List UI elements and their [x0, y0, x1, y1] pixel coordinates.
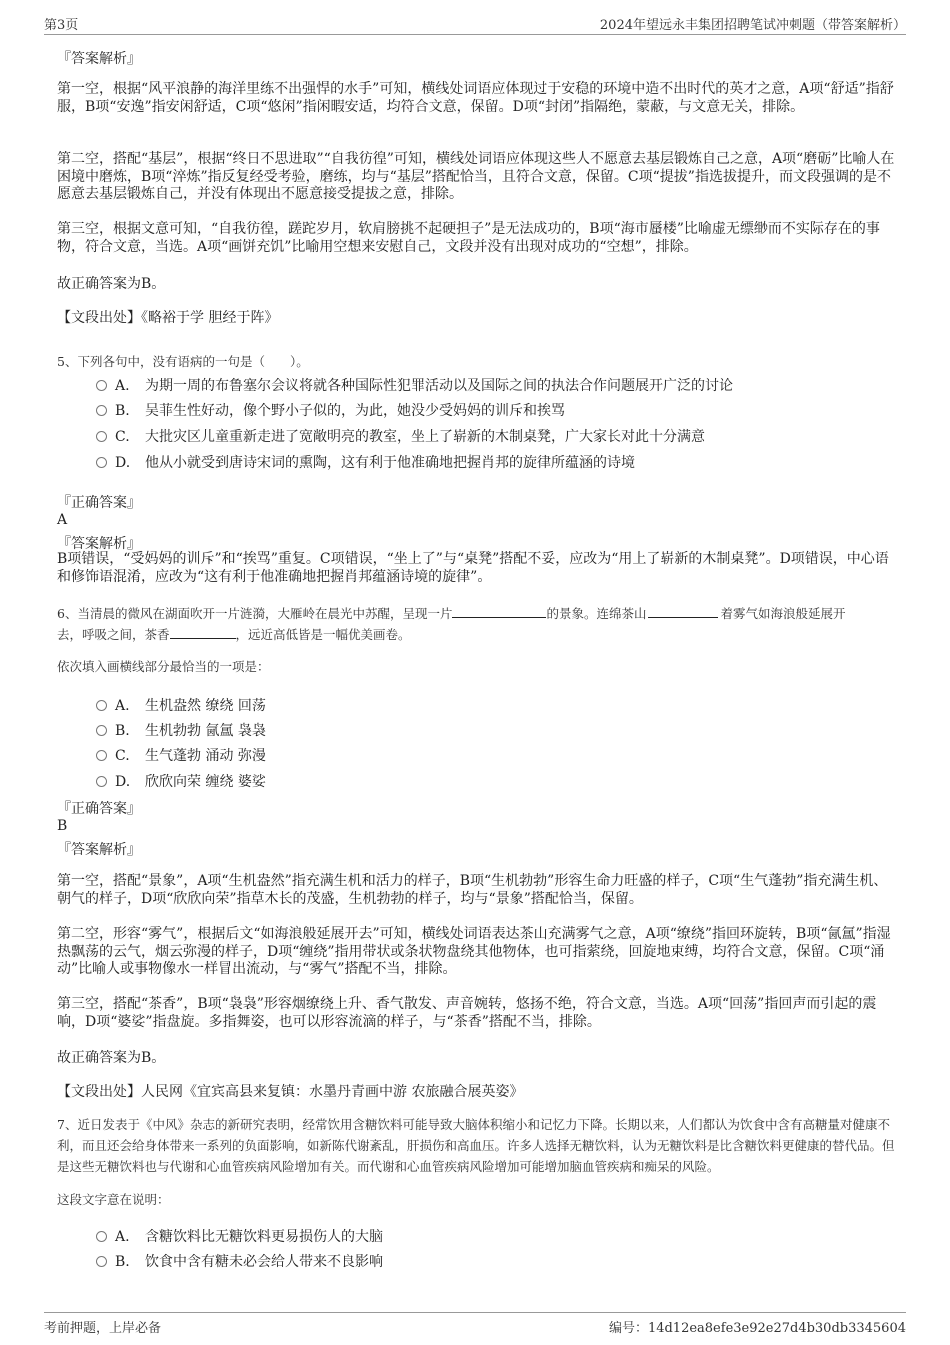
q6-stem: 6、当清晨的微风在湖面吹开一片涟漪，大雁岭在晨光中苏醒，呈现一片 的景象。连绵茶山 着雾气如海浪般延展开 去，呼吸之间，茶香 ，远近高低皆是一幅优美画卷。 [57, 606, 846, 642]
page-footer [44, 1312, 906, 1336]
q6-option-b[interactable]: B. 生机勃勃 氤氲 袅袅 [96, 720, 266, 738]
q7-stem: 7、近日发表于《中风》杂志的新研究表明，经常饮用含糖饮料可能导致大脑体积缩小和记忆力下降。长期以来，人们都认为饮食中含有高糖量对健康不利，而且还会给身体带来一系列的负面影响，如新陈代谢紊乱，肝损伤和高血压。许多人选择无糖饮料，认为无糖饮料是比含糖饮料更健康的替代品。但是这些无糖饮料也与代谢和心血管疾病风险增加有关。而代谢和心血管疾病风险增加可能增加脑血管疾病和痴呆的风险。 [57, 1117, 895, 1174]
q5-stem: 5、下列各句中，没有语病的一句是（ ）。 [57, 354, 309, 369]
q6-answer: B [57, 818, 68, 834]
blank-1 [452, 605, 546, 618]
q6-option-d[interactable]: D. 欣欣向荣 缠绕 婆娑 [96, 771, 266, 789]
footer-slogan: 考前押题，上岸必备 [44, 1321, 162, 1336]
blank-3 [170, 626, 236, 639]
q6-option-c[interactable]: C. 生气蓬勃 涌动 弥漫 [96, 745, 266, 763]
q6-prompt: 依次填入画横线部分最恰当的一项是： [57, 659, 270, 674]
radio-icon[interactable] [96, 380, 107, 391]
q6-source: 【文段出处】人民网《宜宾高县来复镇：水墨丹青画中游 农旅融合展英姿》 [57, 1084, 524, 1100]
blank-2 [648, 605, 718, 618]
q4-analysis-p3: 第三空，根据文意可知，“自我彷徨，蹉跎岁月，软肩膀挑不起硬担子”是无法成功的，B项“海市蜃楼”比喻虚无缥缈而不实际存在的事物，符合文意，当选。A项“画饼充饥”比喻用空想来安慰自己，文段并没有出现对成功的“空想”，排除。 [57, 221, 880, 255]
radio-icon[interactable] [96, 700, 107, 711]
q5-analysis: B项错误，“受妈妈的训斥”和“挨骂”重复。C项错误，“坐上了”与“桌凳”搭配不妥，应改为“用上了崭新的木制桌凳”。D项错误，中心语和修饰语混淆，应改为“这有利于他准确地把握肖邦蕴涵诗境的旋律”。 [57, 551, 889, 585]
q6-conclusion: 故正确答案为B。 [57, 1050, 166, 1066]
radio-icon[interactable] [96, 457, 107, 468]
q6-analysis-p1: 第一空，搭配“景象”，A项“生机盎然”指充满生机和活力的样子，B项“生机勃勃”形容生命力旺盛的样子，C项“生气蓬勃”指充满生机、朝气的样子，D项“欣欣向荣”指草木长的茂盛，生机勃勃的样子，均与“景象”搭配恰当，保留。 [57, 873, 888, 907]
q4-source: 【文段出处】《略裕于学 胆经于阵》 [57, 310, 279, 326]
q6-option-a[interactable]: A. 生机盎然 缭绕 回荡 [96, 695, 266, 713]
radio-icon[interactable] [96, 405, 107, 416]
q7-prompt: 这段文字意在说明： [57, 1192, 170, 1207]
radio-icon[interactable] [96, 1256, 107, 1267]
q5-answer-label: 『正确答案』 [57, 495, 141, 511]
radio-icon[interactable] [96, 725, 107, 736]
document-id: 编号：14d12ea8efe3e92e27d4b30db3345604 [608, 1321, 906, 1336]
q5-option-d[interactable]: D. 他从小就受到唐诗宋词的熏陶，这有利于他准确地把握肖邦的旋律所蕴涵的诗境 [96, 452, 635, 470]
q5-answer: A [57, 512, 68, 528]
radio-icon[interactable] [96, 750, 107, 761]
q5-option-c[interactable]: C. 大批灾区儿童重新走进了宽敞明亮的教室，坐上了崭新的木制桌凳，广大家长对此十分满意 [96, 426, 705, 444]
page-number: 第3页 [44, 18, 79, 33]
q4-analysis-label: 『答案解析』 [57, 51, 141, 67]
q6-answer-label: 『正确答案』 [57, 801, 141, 817]
q4-analysis-p1: 第一空，根据“风平浪静的海洋里练不出强悍的水手”可知，横线处词语应体现过于安稳的环境中造不出时代的英才之意，A项“舒适”指舒服，B项“安逸”指安闲舒适，C项“悠闲”指闲暇安适，均符合文意，保留。D项“封闭”指隔绝，蒙蔽，与文意无关，排除。 [57, 81, 894, 115]
document-title: 2024年望远永丰集团招聘笔试冲刺题（带答案解析） [599, 18, 906, 33]
q5-option-b[interactable]: B. 吴菲生性好动，像个野小子似的，为此，她没少受妈妈的训斥和挨骂 [96, 400, 565, 418]
q5-option-a[interactable]: A. 为期一周的布鲁塞尔会议将就各种国际性犯罪活动以及国际之间的执法合作问题展开广泛的讨论 [96, 375, 733, 393]
radio-icon[interactable] [96, 1231, 107, 1242]
q4-conclusion: 故正确答案为B。 [57, 276, 166, 292]
radio-icon[interactable] [96, 431, 107, 442]
radio-icon[interactable] [96, 776, 107, 787]
q6-analysis-label: 『答案解析』 [57, 842, 141, 858]
q6-analysis-p3: 第三空，搭配“茶香”，B项“袅袅”形容烟缭绕上升、香气散发、声音婉转，悠扬不绝，符合文意，当选。A项“回荡”指回声而引起的震响，D项“婆娑”指盘旋。多指舞姿，也可以形容流滴的样子，与“茶香”搭配不当，排除。 [57, 996, 877, 1030]
q4-analysis-p2: 第二空，搭配“基层”，根据“终日不思进取”“自我彷徨”可知，横线处词语应体现这些人不愿意去基层锻炼自己之意，A项“磨砺”比喻人在困境中磨炼，B项“淬炼”指反复经受考验，磨练，均与“基层”搭配恰当，且符合文意，保留。C项“提拔”指选拔提升，而文段强调的是不愿意去基层锻炼自己，并没有体现出不愿意接受提拔之意，排除。 [57, 151, 895, 202]
q5-analysis-label: 『答案解析』 [57, 536, 141, 552]
q6-analysis-p2: 第二空，形容“雾气”，根据后文“如海浪般延展开去”可知，横线处词语表达茶山充满雾气之意，A项“缭绕”指回环旋转，B项“氤氲”指湿热飘荡的云气，烟云弥漫的样子，D项“缠绕”指用带状或条状物盘绕其他物体，也可指萦绕，回旋地束缚，均符合文意，保留。C项“涌动”比喻人或事物像水一样冒出流动，与“雾气”搭配不当，排除。 [57, 926, 891, 977]
page-header [44, 14, 906, 35]
q7-option-a[interactable]: A. 含糖饮料比无糖饮料更易损伤人的大脑 [96, 1226, 383, 1244]
q7-option-b[interactable]: B. 饮食中含有糖未必会给人带来不良影响 [96, 1251, 383, 1269]
